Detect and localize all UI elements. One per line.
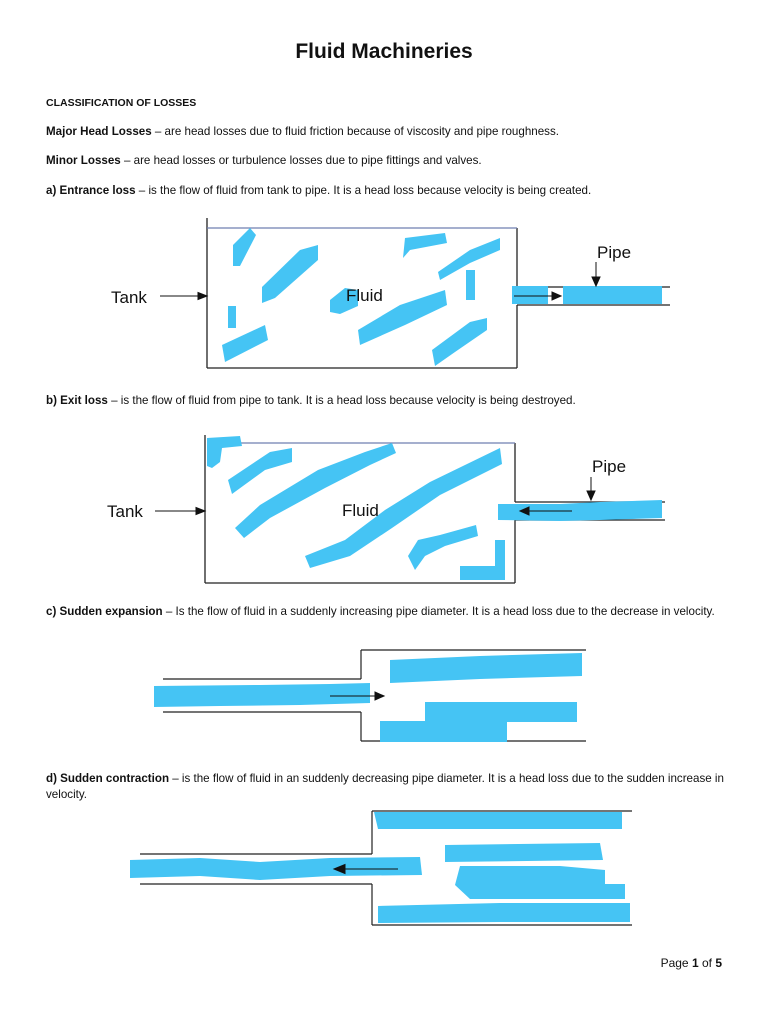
section-heading-text: CLASSIFICATION OF LOSSES	[46, 97, 197, 109]
item-term: c) Sudden expansion	[46, 605, 163, 618]
definition-term: Major Head Losses	[46, 125, 152, 138]
footer-middle: of	[698, 956, 716, 970]
fluid-label: Fluid	[342, 501, 379, 520]
page-title: Fluid Machineries	[295, 40, 473, 63]
footer-prefix: Page	[660, 956, 692, 970]
tank-label: Tank	[107, 502, 143, 521]
item-text: – Is the flow of fluid in a suddenly increasing pipe diameter. It is a head loss due to the decrease in velocity.	[162, 605, 715, 618]
sudden-contraction-figure	[0, 805, 768, 930]
definition-text: – are head losses or turbulence losses due to pipe fittings and valves.	[120, 154, 482, 167]
pipe-label: Pipe	[597, 243, 632, 262]
page-footer	[661, 956, 722, 970]
total-page-count: 5	[715, 956, 722, 970]
item-term: a) Entrance loss	[46, 184, 136, 197]
definition-term: Minor Losses	[46, 154, 121, 167]
definition-minor	[46, 153, 726, 169]
item-exit-loss	[46, 393, 726, 409]
pipe-label: Pipe	[592, 457, 627, 476]
sudden-expansion-figure	[0, 645, 768, 745]
item-text: – is the flow of fluid in an suddenly decreasing pipe diameter. It is a head loss due to the sudden increase in velocity.	[46, 772, 724, 801]
definition-major	[46, 124, 726, 140]
fluid-label: Fluid	[346, 286, 383, 305]
item-text: – is the flow of fluid from pipe to tank. It is a head loss because velocity is being destroyed.	[107, 394, 576, 407]
exit-loss-figure	[0, 425, 768, 590]
current-page-number: 1	[691, 956, 699, 970]
item-entrance-loss	[46, 183, 726, 199]
section-heading	[46, 95, 726, 111]
item-sudden-contraction	[46, 771, 726, 803]
item-term: d) Sudden contraction	[46, 772, 170, 785]
definition-text: – are head losses due to fluid friction because of viscosity and pipe roughness.	[151, 125, 559, 138]
item-term: b) Exit loss	[46, 394, 108, 407]
item-sudden-expansion	[46, 604, 726, 620]
entrance-loss-figure	[0, 210, 768, 380]
tank-label: Tank	[111, 288, 147, 307]
item-text: – is the flow of fluid from tank to pipe. It is a head loss because velocity is being created.	[135, 184, 592, 197]
